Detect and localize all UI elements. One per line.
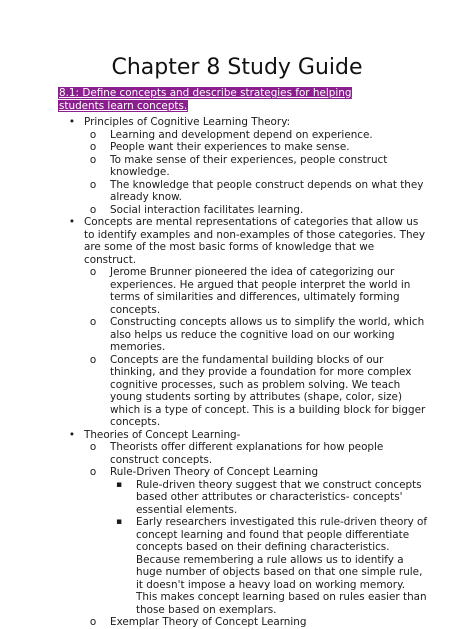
bullet-icon: • — [68, 116, 76, 128]
list-item-text: Theorists offer different explanations for how people construct concepts. — [110, 441, 384, 466]
bullet-icon: • — [68, 216, 76, 228]
list-item-text: The knowledge that people construct depends on what they already know. — [110, 178, 424, 203]
bullet-icon: o — [89, 616, 97, 628]
bullet-icon: • — [68, 428, 76, 441]
list-item-text: Rule-Driven Theory of Concept Learning — [110, 466, 319, 478]
list-item-text: To make sense of their experiences, people construct knowledge. — [110, 153, 388, 178]
list-item — [84, 129, 428, 142]
bullet-icon: o — [89, 153, 97, 166]
list-item — [110, 516, 428, 616]
sub-list — [84, 129, 428, 217]
list-item — [84, 466, 428, 616]
list-item-text: Principles of Cognitive Learning Theory: — [84, 116, 291, 128]
section-heading — [58, 87, 398, 112]
list-item — [110, 479, 428, 517]
study-guide-content — [58, 116, 428, 629]
bullet-icon: ▪ — [115, 479, 123, 490]
bullet-icon: o — [89, 466, 97, 478]
list-item-text: People want their experiences to make sense. — [110, 141, 350, 153]
list-item — [58, 429, 428, 629]
list-item-text: Concepts are the fundamental building blocks of our thinking, and they provide a foundation for more complex cognitive processes, such as problem solving. We teach young students sorting by attributes (shape, color, size) which is a type of concept. This is a building block for bigger concepts. — [110, 353, 426, 428]
list-item-text: Rule-driven theory suggest that we construct concepts based other attributes or characteristics- concepts' essential elements. — [136, 478, 422, 516]
list-item-text: Jerome Brunner pioneered the idea of categorizing our experiences. He argued that people interpret the world in terms of similarities and differences, ultimately forming concepts. — [110, 266, 411, 316]
section-heading-text: 8.1: Define concepts and describe strategies for helping students learn concepts. — [59, 87, 352, 112]
list-item — [58, 116, 428, 216]
list-item-text: Social interaction facilitates learning. — [110, 203, 304, 216]
list-item — [84, 354, 428, 429]
bullet-icon: o — [89, 266, 97, 278]
bullet-icon: o — [89, 128, 97, 141]
list-item-text: Concepts are mental representations of categories that allow us to identify examples and non-examples of those categories. They are some of the most basic forms of knowledge that we construct. — [84, 216, 426, 266]
list-item — [84, 616, 428, 629]
sub-list — [84, 266, 428, 429]
list-item — [84, 179, 428, 204]
list-item-text: Early researchers investigated this rule-driven theory of concept learning and found that people differentiate concepts based on their defining characteristics. Because remembering a rule allows us to identify a huge number of objects based on that one simple rule, it doesn't impose a heavy load on working memory. This makes concept learning based on rules easier than those based on exemplars. — [136, 516, 428, 616]
list-item-text: Learning and development depend on experience. — [110, 128, 373, 141]
bullet-icon: o — [89, 316, 97, 328]
list-item — [58, 216, 428, 429]
outline-list — [58, 116, 428, 629]
list-item-text: Exemplar Theory of Concept Learning — [110, 616, 307, 628]
list-item — [84, 154, 428, 179]
list-item — [84, 141, 428, 154]
bullet-icon: o — [89, 441, 97, 453]
list-item-text: Constructing concepts allows us to simplify the world, which also helps us reduce the cognitive load on our working memories. — [110, 316, 425, 353]
sub-list — [84, 441, 428, 629]
bullet-icon: o — [89, 141, 97, 153]
bullet-icon: o — [89, 203, 97, 216]
list-item-text: Theories of Concept Learning- — [84, 428, 241, 441]
list-item — [84, 316, 428, 354]
bullet-icon: o — [89, 178, 97, 191]
list-item — [84, 441, 428, 466]
list-item — [84, 266, 428, 316]
bullet-icon: o — [89, 353, 97, 366]
page-title: Chapter 8 Study Guide — [111, 55, 363, 80]
sub-sub-list — [110, 479, 428, 617]
list-item — [84, 204, 428, 217]
bullet-icon: ▪ — [115, 517, 123, 527]
